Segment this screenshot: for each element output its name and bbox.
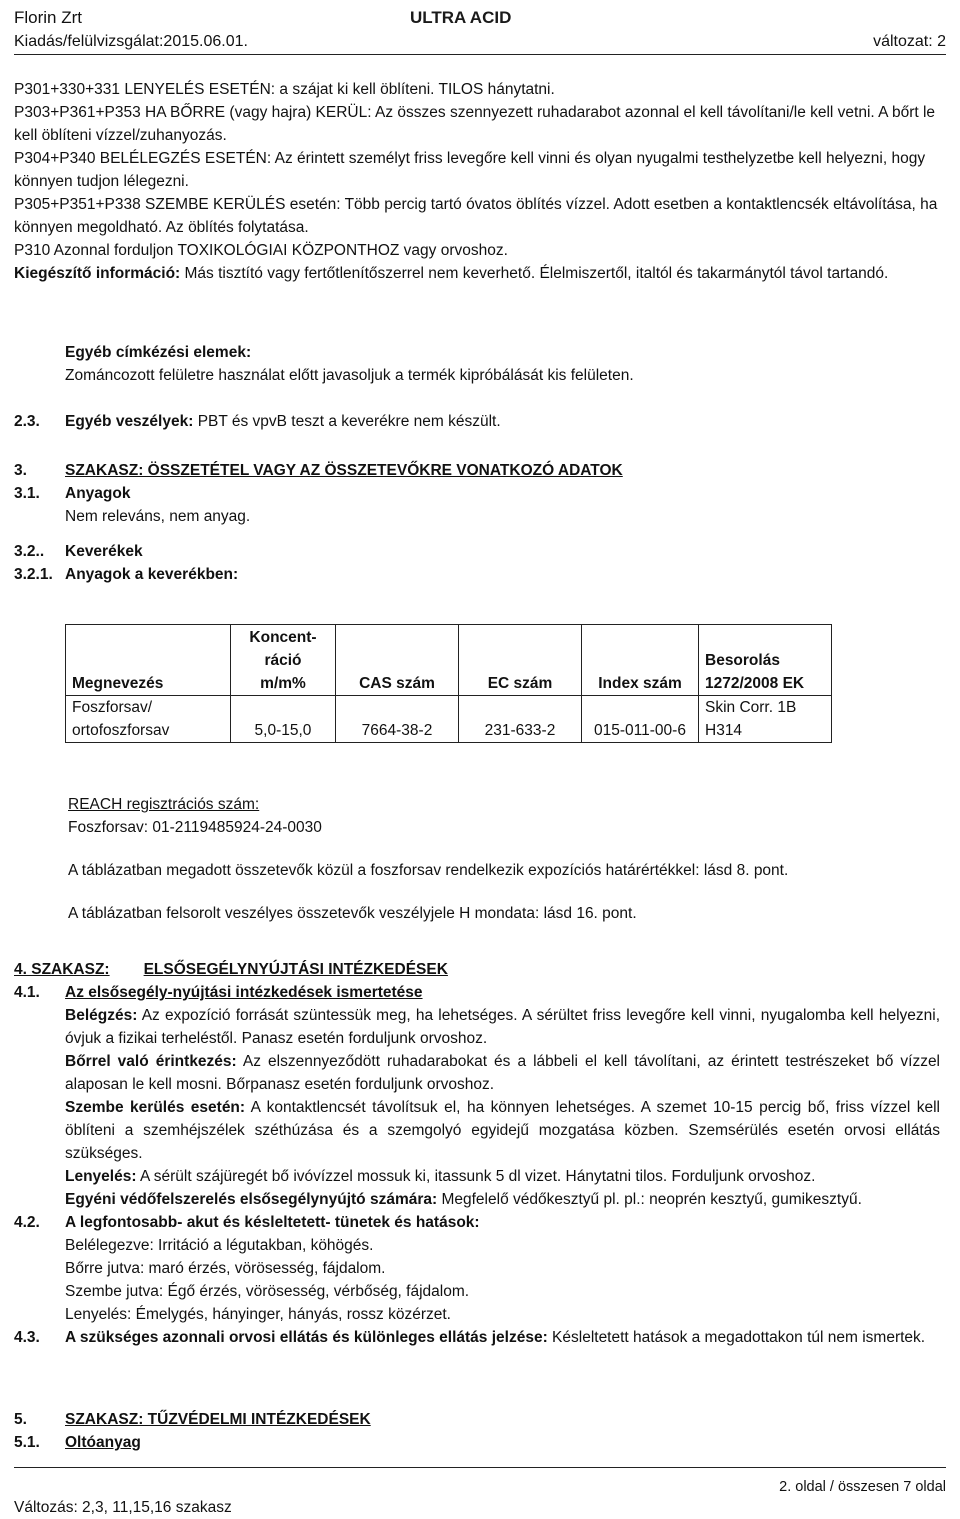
substances-title: Anyagok xyxy=(65,485,131,502)
section-number: 4.2. xyxy=(14,1214,40,1231)
other-labelling-title: Egyéb címkézési elemek: xyxy=(65,344,252,361)
section-3 xyxy=(14,459,940,586)
mixture-substances-title: Anyagok a keverékben: xyxy=(65,566,239,583)
version-label: változat: 2 xyxy=(873,33,946,50)
extinguishing-media-title: Oltóanyag xyxy=(65,1434,141,1451)
change-note: Változás: 2,3, 11,15,16 szakasz xyxy=(14,1499,232,1516)
col-header-concentration: Koncent- ráció m/m% xyxy=(231,625,336,696)
product-name: ULTRA ACID xyxy=(410,8,512,27)
exposure-note: A táblázatban megadott összetevők közül a foszforsav rendelkezik expozíciós határértékkel: lásd 8. pont. xyxy=(68,862,789,879)
supplementary-info xyxy=(14,262,940,285)
list-item: Belélegezve: Irritáció a légutakban, köhögés. xyxy=(65,1237,374,1254)
reach-number: Foszforsav: 01-2119485924-24-0030 xyxy=(68,819,322,836)
cell-cas: 7664-38-2 xyxy=(336,696,459,743)
col-header-cas: CAS szám xyxy=(336,625,459,696)
col-header-classification: Besorolás 1272/2008 EK xyxy=(699,625,832,696)
skin-measure: Bőrrel való érintkezés: Az elszennyeződött ruhadarabokat és a lábbeli el kell távolítani, az érintett testrészeket bő vízzel alaposan le kell mosni. Bőrpanasz esetén forduljunk orvoshoz. xyxy=(65,1053,941,1093)
section-number: 4.1. xyxy=(14,984,40,1001)
cell-index: 015-011-00-6 xyxy=(582,696,699,743)
cell-name: Foszforsav/ ortofoszforsav xyxy=(66,696,231,743)
section-3-title: SZAKASZ: ÖSSZETÉTEL VAGY AZ ÖSSZETEVŐKRE VONATKOZÓ ADATOK xyxy=(65,462,623,479)
section-number: 3.1. xyxy=(14,485,40,502)
precautionary-statements xyxy=(14,78,940,285)
section-number: 5.1. xyxy=(14,1434,40,1451)
page-header xyxy=(14,6,946,50)
list-item: Bőrre jutva: maró érzés, vörösesség, fájdalom. xyxy=(65,1260,386,1277)
issue-date: Kiadás/felülvizsgálat:2015.06.01. xyxy=(14,33,248,50)
section-2-3 xyxy=(14,410,940,433)
cell-classification: Skin Corr. 1B H314 xyxy=(699,696,832,743)
reach-title: REACH regisztrációs szám: xyxy=(68,796,260,813)
col-header-name: Megnevezés xyxy=(66,625,231,696)
col-header-index: Index szám xyxy=(582,625,699,696)
ingestion-measure: Lenyelés: A sérült szájüregét bő ivóvízzel mossuk ki, itassunk 5 dl vizet. Hánytatni tilos. Forduljunk orvoshoz. xyxy=(65,1168,816,1185)
section-number: 5. xyxy=(14,1411,27,1428)
other-labelling xyxy=(65,341,940,387)
symptoms-list xyxy=(14,1234,940,1326)
composition-table xyxy=(65,624,832,743)
eye-measure: Szembe kerülés esetén: A kontaktlencsét távolítsuk el, ha könnyen lehetséges. A szemet 10-15 percig bő, friss vízzel kell öblíteni a szemhéjszélek széthúzása és a szemgolyó egyidejű mozgatása közben. Szemsérülés esetén orvosi ellátás szükséges. xyxy=(65,1099,940,1162)
list-item: Szembe jutva: Égő érzés, vörösesség, vérbőség, fájdalom. xyxy=(65,1283,470,1300)
section-number: 3. xyxy=(14,462,27,479)
section-5-title: SZAKASZ: TŰZVÉDELMI INTÉZKEDÉSEK xyxy=(65,1411,371,1428)
first-aid-title: Az elsősegély-nyújtási intézkedések ismertetése xyxy=(65,984,423,1001)
supplementary-label: Kiegészítő információ: xyxy=(14,265,181,282)
inhalation-measure: Belégzés: Az expozíció forrását szüntessük meg, ha lehetséges. A sérültet friss levegőre kell vinni, nyugalomba kell helyezni, óvjuk a fizikai terheléstől. Panasz esetén forduljunk orvoshoz. xyxy=(65,1007,940,1047)
section-number: 2.3. xyxy=(14,413,40,430)
table-header-row xyxy=(66,625,832,696)
p310-statement: P310 Azonnal forduljon TOXIKOLÓGIAI KÖZPONTHOZ vagy orvoshoz. xyxy=(14,242,508,259)
mixtures-title: Keverékek xyxy=(65,543,143,560)
substances-text: Nem releváns, nem anyag. xyxy=(65,508,251,525)
company-name: Florin Zrt xyxy=(14,8,82,27)
section-4-title: 4. SZAKASZ: ELSŐSEGÉLYNYÚJTÁSI INTÉZKEDÉSEK xyxy=(14,961,448,978)
table-row xyxy=(66,696,832,743)
other-hazards-label: Egyéb veszélyek: xyxy=(65,413,194,430)
section-number: 4.3. xyxy=(14,1329,40,1346)
section-4-3: 4.3. A szükséges azonnali orvosi ellátás és különleges ellátás jelzése: Késleltetett hatások a megadottakon túl nem ismertek. xyxy=(14,1326,940,1349)
other-labelling-text: Zománcozott felületre használat előtt javasoljuk a termék kipróbálását kis felületen. xyxy=(65,367,634,384)
section-4 xyxy=(14,958,940,1349)
page-number: 2. oldal / összesen 7 oldal xyxy=(779,1479,946,1495)
p301-statement: P301+330+331 LENYELÉS ESETÉN: a szájat ki kell öblíteni. TILOS hánytatni. xyxy=(14,81,555,98)
cell-concentration: 5,0-15,0 xyxy=(231,696,336,743)
supplementary-text: Más tisztító vagy fertőtlenítőszerrel nem keverhető. Élelmiszertől, italtól és takarmánytól távol tartandó. xyxy=(180,265,889,282)
p303-statement: P303+P361+P353 HA BŐRRE (vagy hajra) KERÜL: Az összes szennyezett ruhadarabot azonnal el kell távolítani/le kell vetni. A bőrt le kell öblíteni vízzel/zuhanyozás. xyxy=(14,104,936,144)
footer-divider xyxy=(14,1467,946,1468)
cell-ec: 231-633-2 xyxy=(459,696,582,743)
ppe-measure: Egyéni védőfelszerelés elsősegélynyújtó számára: Megfelelő védőkesztyű pl. pl.: neoprén kesztyű, gumikesztyű. xyxy=(65,1191,862,1208)
col-header-ec: EC szám xyxy=(459,625,582,696)
section-number: 3.2.. xyxy=(14,543,45,560)
p305-statement: P305+P351+P338 SZEMBE KERÜLÉS esetén: Több percig tartó óvatos öblítés vízzel. Adott esetben a kontaktlencsék eltávolítása, ha könnyen megoldható. Az öblítés folytatása. xyxy=(14,196,938,236)
first-aid-measures xyxy=(14,1004,940,1211)
header-divider xyxy=(14,54,946,55)
symptoms-title: A legfontosabb- akut és késleltetett- tünetek és hatások: xyxy=(65,1214,480,1231)
hazard-note: A táblázatban felsorolt veszélyes összetevők veszélyjele H mondata: lásd 16. pont. xyxy=(68,905,637,922)
p304-statement: P304+P340 BELÉLEGZÉS ESETÉN: Az érintett személyt friss levegőre kell vinni és olyan nyugalmi testhelyzetbe kell helyezni, hogy könnyen tudjon lélegezni. xyxy=(14,150,926,190)
other-hazards-text: PBT és vpvB teszt a keverékre nem készült. xyxy=(193,413,501,430)
section-5 xyxy=(14,1408,940,1454)
reach-info xyxy=(68,793,940,925)
list-item: Lenyelés: Émelygés, hányinger, hányás, rossz közérzet. xyxy=(65,1306,451,1323)
section-number: 3.2.1. xyxy=(14,566,53,583)
